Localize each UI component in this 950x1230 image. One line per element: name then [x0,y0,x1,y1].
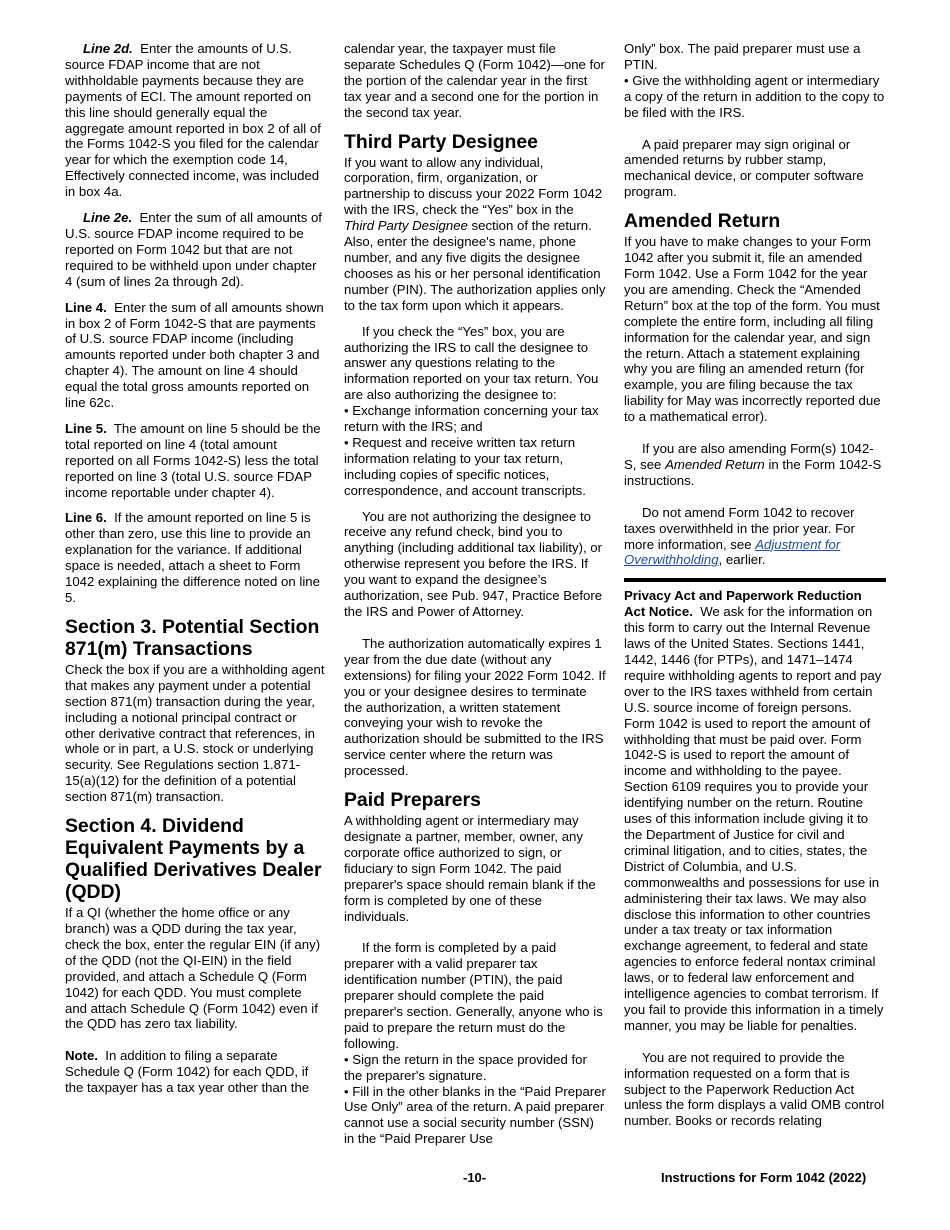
preparers-paragraph-1: A withholding agent or intermediary may designate a partner, member, owner, any corporate office authorized to sign, or fiduciary to sign Form 1042. The paid preparer's space should remain blank if the form is completed by one of these individuals. [344,813,596,924]
line-2d-lead: Line 2d. [83,41,133,56]
designee-italic: Third Party Designee [344,218,468,234]
amended-text-c: Do not amend Form 1042 to recover taxes overwithheld in the prior year. For more information, see [624,504,855,552]
paragraph-line-6 [65,510,327,605]
amended-paragraph-2 [624,441,886,489]
line-5-text: The amount on line 5 should be the total reported on line 4 (total amount reported on all Forms 1042-S) less the total reported on line 3 (total U.S. source FDAP income reportable under chapter 4). [65,420,321,500]
heading-third-party-designee: Third Party Designee [344,130,538,153]
section-3-text: Check the box if you are a withholding agent that makes any payment under a potential section 871(m) transaction during the year, including a notional principal contract or other derivative contract that references, in whole or in part, a U.S. stock or underlying security. See Regulations section 1.871-15(a)(12) for the definition of a potential section 871(m) transaction. [65,661,325,805]
paragraph-line-4 [65,300,327,411]
privacy-act-lead: Privacy Act and Paperwork Reduction Act Notice. [624,588,862,620]
page-number: -10- [463,1170,487,1185]
amended-text-b: in the Form 1042-S instructions. [624,456,882,488]
designee-text-a: If you want to allow any individual, corporation, firm, organization, or partnership to discuss your 2022 Form 1042 with the IRS, check the “Yes” box in the [344,154,603,218]
line-6-text: If the amount reported on line 5 is other than zero, use this line to provide an explanation for the variance. If additional space is needed, attach a sheet to Form 1042 explaining the difference noted on line 5. [65,510,320,605]
paragraph-line-2d [65,41,327,200]
line-5-lead: Line 5. [65,420,107,436]
list-item: • Fill in the other blanks in the “Paid Preparer Use Only” area of the return. A paid preparer cannot use a social security number (SSN) in the “Paid Preparer Use [344,1084,606,1148]
note-text: In addition to filing a separate Schedule Q (Form 1042) for each QDD, if the taxpayer has a tax year other than the [65,1048,310,1096]
amended-text-d: , earlier. [718,552,766,568]
preparers-bullet-list [344,1052,606,1147]
paperwork-paragraph: You are not required to provide the information requested on a form that is subject to the Paperwork Reduction Act unless the form displays a valid OMB control number. Books or records relating [624,1049,885,1129]
line-2d-text: Enter the amounts of U.S. source FDAP income that are not withholdable payments because they are payments of ECI. The amount reported on this line should generally equal the aggregate amount reported in box 2 of all of the Forms 1042-S you filed for the calendar year for which the exemption code 14, Effectively connected income, was included in box 4a. [65,41,321,200]
designee-paragraph-3: You are not authorizing the designee to receive any refund check, bind you to anything (including additional tax liability), or otherwise represent you before the IRS. If you want to expand the designee’s authorization, see Pub. 947, Practice Before the IRS and Power of Attorney. [344,508,603,619]
designee-paragraph-1 [344,155,606,314]
rubber-stamp-paragraph: A paid preparer may sign original or amended returns by rubber stamp, mechanical device, or computer software program. [624,136,864,200]
line-4-text: Enter the sum of all amounts shown in box 2 of Form 1042-S that are payments of U.S. source FDAP income (including amounts reported under both chapter 3 and chapter 4). The amount on line 4 should equal the total gross amounts reported on line 62c. [65,299,324,411]
list-item: • Give the withholding agent or intermediary a copy of the return in addition to the copy to be filed with the IRS. [624,73,886,121]
heading-amended-return: Amended Return [624,210,781,233]
amended-text-a: If you are also amending Form(s) 1042-S, see [624,441,874,472]
heading-section-4: Section 4. Dividend Equivalent Payments by a Qualified Derivatives Dealer (QDD) [65,815,322,904]
adjustment-overwithholding-link[interactable]: Adjustment for Overwithholding [624,536,841,568]
privacy-act-text: We ask for the information on this form to carry out the Internal Revenue laws of the United States. Sections 1441, 1442, 1446 (for PTPs), and 1471–1474 require withholding agents to report and pay over to the IRS taxes withheld from certain U.S. source income of foreign persons. Form 1042 is used to report the amount of withholding that must be paid over. Form 1042-S is used to report the amount of income and withholding to the payee. Section 6109 requires you to provide your identifying number on the return. Routine uses of this information include giving it to the Department of Justice for civil and criminal litigation, and to cities, states, the District of Columbia, and U.S. commonwealths and possessions for use in administering their tax laws. We may also disclose this information to other countries under a tax treaty or tax information exchange agreement, to federal and state agencies to enforce federal nontax criminal laws, or to federal law enforcement and intelligence agencies to combat terrorism. If you fail to provide this information in a timely manner, you may be liable for penalties. [624,604,884,1033]
designee-text-b: section of the return. Also, enter the designee's name, phone number, and any five digits the designee chooses as his or her personal identification number (PIN). The authorization applies only to the tax form upon which it appears. [344,218,606,313]
line-4-lead: Line 4. [65,299,107,315]
ptin-continuation: Only” box. The paid preparer must use a PTIN. [624,41,861,72]
privacy-act-paragraph [624,588,886,1033]
schedule-q-continuation: calendar year, the taxpayer must file separate Schedules Q (Form 1042)—one for the portion of the calendar year in the first tax year and a second one for the portion in the second tax year. [344,41,605,120]
amended-paragraph-1: If you have to make changes to your Form 1042 after you submit it, file an amended Form 1042. Use a Form 1042 for the year you are amending. Check the “Amended Return” box at the top of the form. You must complete the entire form, including all filing information for the calendar year, and sign the return. Attach a statement explaining why you are filing an amended return (for example, you are filing because the tax liability for May was incorrectly reported due to a mathematical error). [624,234,881,425]
list-item: • Exchange information concerning your tax return with the IRS; and [344,403,606,435]
line-2e-text: Enter the sum of all amounts of U.S. source FDAP income required to be reported on Form 1042 but that are not required to be withheld upon under chapter 4 (sum of lines 2a through 2d). [65,210,322,289]
note-lead: Note. [65,1048,98,1064]
column-left [65,41,327,1106]
column-middle [344,41,606,1147]
amended-paragraph-3 [624,505,886,569]
column-right [624,41,886,1139]
heading-section-3: Section 3. Potential Section 871(m) Transactions [65,615,320,660]
line-6-lead: Line 6. [65,510,107,526]
amended-italic: Amended Return [665,456,765,472]
section-divider [624,578,886,582]
section-4-text: If a QI (whether the home office or any branch) was a QDD during the tax year, check the box, enter the regular EIN (if any) of the QDD (not the QI-EIN) in the field provided, and attach a Schedule Q (Form 1042) for each QDD. You must complete and attach Schedule Q (Form 1042) even if the QDD has zero tax liability. [65,905,321,1032]
preparers-paragraph-2: If the form is completed by a paid preparer with a valid preparer tax identification number (PTIN), the paid preparer should complete the paid preparer's section. Generally, anyone who is paid to prepare the return must do the following. [344,940,603,1051]
line-2e-lead: Line 2e. [83,210,133,226]
list-item: • Request and receive written tax return information relating to your tax return, including copies of specific notices, correspondence, and account transcripts. [344,435,606,499]
designee-paragraph-2: If you check the “Yes” box, you are authorizing the IRS to call the designee to answer any questions relating to the information reported on your tax return. You are also authorizing the designee to: [344,323,599,403]
footer-form-title: Instructions for Form 1042 (2022) [661,1170,867,1185]
note-paragraph [65,1048,327,1096]
list-item: • Sign the return in the space provided for the preparer's signature. [344,1052,606,1084]
paragraph-line-2e [65,210,327,290]
preparers-bullet-list-cont [624,73,886,121]
designee-bullet-list [344,403,606,498]
heading-paid-preparers: Paid Preparers [344,789,481,812]
designee-paragraph-4: The authorization automatically expires 1 year from the due date (without any extensions) for filing your 2022 Form 1042. If you or your designee desires to terminate the authorization, a written statement conveying your wish to revoke the authorization should be submitted to the IRS service center where the return was processed. [344,635,606,779]
paragraph-line-5 [65,421,327,501]
